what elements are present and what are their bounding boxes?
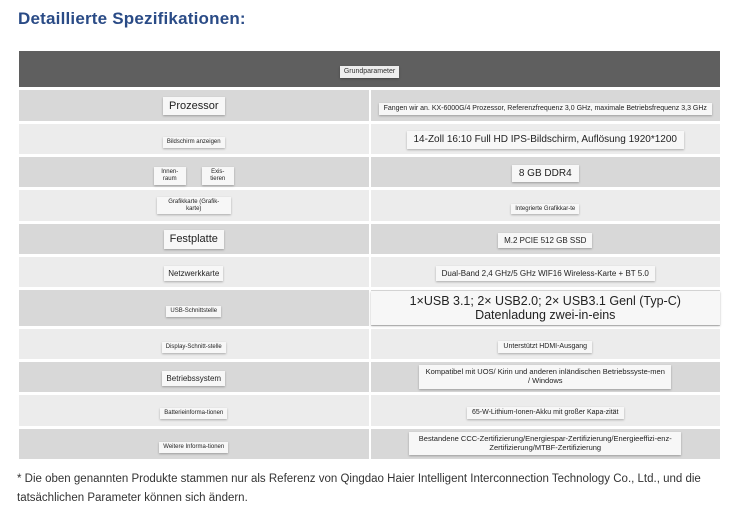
row-label: Festplatte <box>164 230 224 249</box>
row-value-cell <box>370 327 721 360</box>
row-value-cell <box>370 156 721 189</box>
row-label: USB-Schnittstelle <box>166 306 221 317</box>
page-title: Detaillierte Spezifikationen: <box>18 9 246 28</box>
row-value: M.2 PCIE 512 GB SSD <box>498 233 592 248</box>
row-label-cell <box>19 289 370 327</box>
table-row <box>19 122 720 155</box>
table-header-cell <box>19 51 720 89</box>
row-value: Dual-Band 2,4 GHz/5 GHz WIF16 Wireless-Karte + BT 5.0 <box>436 266 655 281</box>
table-row <box>19 222 720 255</box>
row-label: Prozessor <box>163 97 225 116</box>
table-row <box>19 89 720 122</box>
table-row <box>19 256 720 289</box>
row-value-cell <box>370 427 721 459</box>
row-value: 1×USB 3.1; 2× USB2.0; 2× USB3.1 Genl (Typ-C) Datenladung zwei-in-eins <box>371 291 721 326</box>
row-value-cell <box>370 189 721 222</box>
row-value-cell <box>370 289 721 327</box>
row-label-cell <box>19 360 370 393</box>
row-value: 8 GB DDR4 <box>512 165 579 183</box>
row-label-part: Exis-tieren <box>202 167 234 185</box>
row-value: Unterstützt HDMI-Ausgang <box>498 341 592 353</box>
row-label-cell <box>19 122 370 155</box>
table-row <box>19 156 720 189</box>
row-label-cell <box>19 89 370 122</box>
row-label: Display-Schnitt-stelle <box>162 342 226 353</box>
table-row <box>19 289 720 327</box>
table-row <box>19 360 720 393</box>
row-label: Weitere Informa-tionen <box>159 442 228 453</box>
row-value: Kompatibel mit UOS/ Kirin und anderen inländischen Betriebssyste-men / Windows <box>419 365 671 388</box>
table-header-label: Grundparameter <box>340 66 399 78</box>
footnote: * Die oben genannten Produkte stammen nur als Referenz von Qingdao Haier Intelligent Interconnection Technology Co., Ltd., und die tatsächlichen Parameter können sich ändern. <box>17 473 701 504</box>
row-label-cell <box>19 189 370 222</box>
row-label: Batterieinforma-tionen <box>160 408 227 419</box>
table-row <box>19 327 720 360</box>
row-label-cell <box>19 156 370 189</box>
row-value-cell <box>370 394 721 427</box>
row-label-cell <box>19 327 370 360</box>
row-value-cell <box>370 89 721 122</box>
spec-table <box>19 51 720 459</box>
row-value-cell <box>370 122 721 155</box>
row-label: Bildschirm anzeigen <box>163 137 225 148</box>
row-value-cell <box>370 256 721 289</box>
table-row <box>19 189 720 222</box>
row-value: 65-W-Lithium-Ionen-Akku mit großer Kapa-zität <box>467 407 624 419</box>
row-value-cell <box>370 360 721 393</box>
table-row <box>19 427 720 459</box>
row-label: Betriebssystem <box>162 371 225 386</box>
row-value: Integrierte Grafikkar-te <box>511 204 579 215</box>
table-row <box>19 394 720 427</box>
row-label: Grafikkarte (Grafik-karte) <box>157 197 231 215</box>
row-label-cell <box>19 394 370 427</box>
row-value: Bestandene CCC-Zertifizierung/Energiespar-Zertifizierung/Energieeffizi-enz-Zertifizierung/MTBF-Zertifizierung <box>409 432 681 455</box>
row-label-part: Innen-raum <box>154 167 186 185</box>
table-header-row <box>19 51 720 89</box>
row-label-cell <box>19 222 370 255</box>
row-value-cell <box>370 222 721 255</box>
row-label: Netzwerkkarte <box>164 266 223 281</box>
row-label-cell <box>19 427 370 459</box>
row-label-cell <box>19 256 370 289</box>
row-value: 14-Zoll 16:10 Full HD IPS-Bildschirm, Auflösung 1920*1200 <box>407 131 684 149</box>
row-value: Fangen wir an. KX-6000G/4 Prozessor, Referenzfrequenz 3,0 GHz, maximale Betriebsfrequenz 3,3 GHz <box>379 103 712 115</box>
